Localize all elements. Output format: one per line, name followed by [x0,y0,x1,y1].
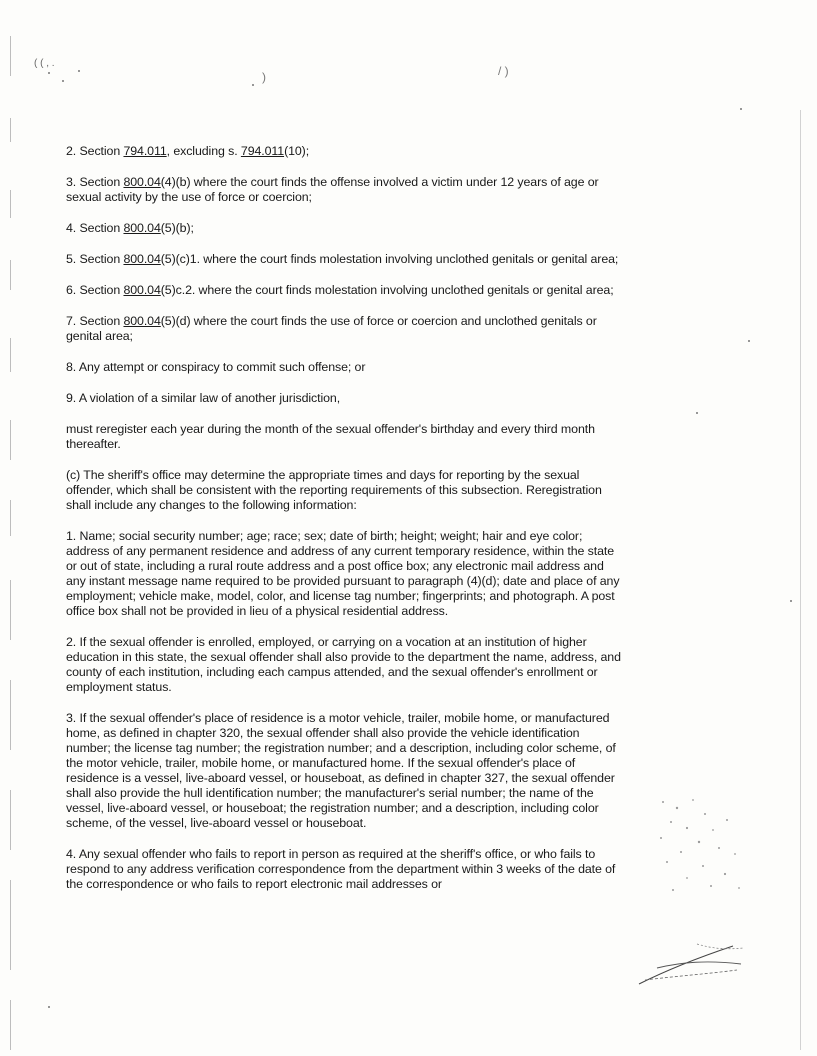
statute-text [66,144,626,892]
closing-paragraph: must reregister each year during the month of the sexual offender's birthday and every third month thereafter. [66,422,595,451]
scan-right-edge [800,110,801,1050]
paragraph-c: (c) The sheriff's office may determine the appropriate times and days for reporting by the sexual offender, which shall be consistent with the reporting requirements of this subsection. Reregistration shall include any changes to the following information: [66,468,602,512]
sub-list-item: 3. If the sexual offender's place of residence is a motor vehicle, trailer, mobile home, or manufactured home, as defined in chapter 320, the sexual offender shall also provide the vehicle identification number; the license tag number; the registration number; and a description, including color scheme, of the motor vehicle, trailer, mobile home, or manufactured home. If the sexual offender's place of residence is a vessel, live-aboard vessel, or houseboat, as defined in chapter 327, the sexual offender shall also provide the hull identification number; the manufacturer's serial number; the name of the vessel, live-aboard vessel, or houseboat; the registration number; and a description, including color scheme, of the vessel, live-aboard vessel or houseboat. [66,711,616,830]
list-item: 8. Any attempt or conspiracy to commit such offense; or [66,360,366,374]
list-item: 6. Section 800.04(5)c.2. where the court finds molestation involving unclothed genitals or genital area; [66,283,614,297]
scan-noise-patch [643,790,753,900]
statute-link[interactable]: 800.04 [123,283,161,297]
list-item: 7. Section 800.04(5)(d) where the court finds the use of force or coercion and unclothed genitals or genital area; [66,314,597,343]
header-mark-center: ) [262,70,266,84]
statute-link[interactable]: 800.04 [123,175,161,189]
sub-list-item: 4. Any sexual offender who fails to report in person as required at the sheriff's office, or who fails to respond to any address verification correspondence from the department within 3 weeks of the date of the correspondence or who fails to report electronic mail addresses or [66,847,616,891]
statute-link[interactable]: 794.011 [240,144,285,158]
list-item: 9. A violation of a similar law of another jurisdiction, [66,391,341,405]
header-mark-right: / ) [498,64,509,78]
sub-list-item: 1. Name; social security number; age; race; sex; date of birth; height; weight; hair and eye color; address of any permanent residence and address of any current temporary residence, within the state or out of state, including a rural route address and a post office box; any electronic mail address and any instant message name required to be provided pursuant to paragraph (4)(d); date and place of any employment; vehicle make, model, color, and license tag number; fingerprints; and photograph. A post office box shall not be provided in lieu of a physical residential address. [66,529,620,618]
sub-list-item: 2. If the sexual offender is enrolled, employed, or carrying on a vocation at an institution of higher education in this state, the sexual offender shall also provide to the department the name, address, and county of each institution, including each campus attended, and the sexual offender's enrollment or employment status. [66,635,621,694]
list-item: 2. Section 794.011, excluding s. 794.011(10); [66,144,310,158]
list-item: 4. Section 800.04(5)(b); [66,221,194,235]
list-item: 5. Section 800.04(5)(c)1. where the court finds molestation involving unclothed genitals or genital area; [66,252,619,266]
statute-link[interactable]: 800.04 [123,221,161,235]
scan-left-edge [0,0,34,1056]
list-item: 3. Section 800.04(4)(b) where the court finds the offense involved a victim under 12 years of age or sexual activity by the use of force or coercion; [66,175,599,204]
header-mark-left: ( ( , . [34,58,55,69]
statute-link[interactable]: 800.04 [123,252,161,266]
statute-link[interactable]: 794.011 [123,144,167,158]
statute-link[interactable]: 800.04 [123,314,161,328]
handwritten-signature [637,940,747,990]
